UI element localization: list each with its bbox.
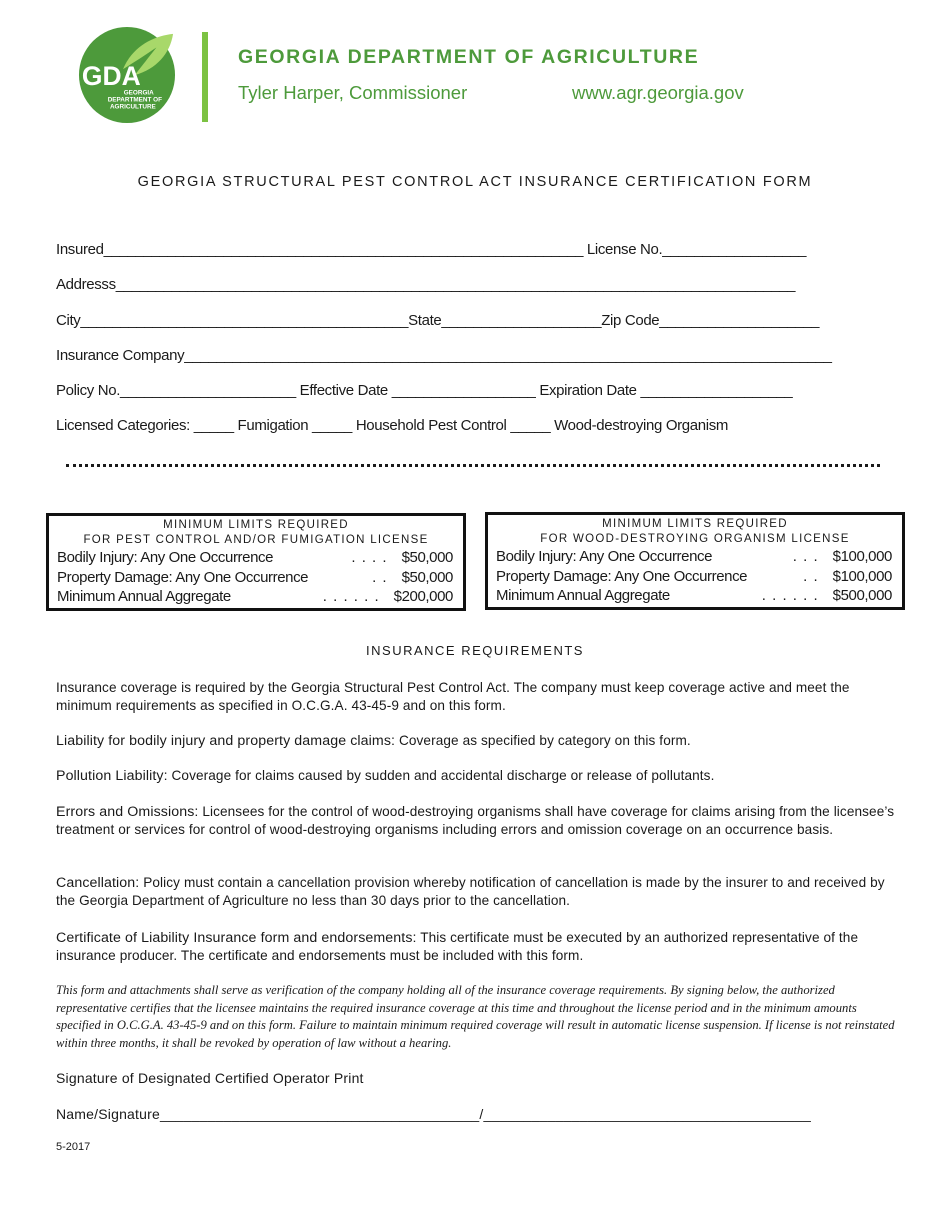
limits-dots: . . . . . . — [761, 587, 819, 604]
liability-paragraph — [56, 732, 898, 750]
limits-label: Minimum Annual Aggregate — [57, 588, 231, 605]
certificate-lead: Certificate of Liability Insurance form and endorsements: — [56, 930, 417, 946]
limits-row — [488, 547, 902, 567]
wood-destroying-limits-box — [485, 512, 905, 610]
dotted-divider — [66, 464, 880, 467]
pollution-text: Coverage for claims caused by sudden and accidental discharge or release of pollutants. — [167, 768, 715, 783]
limits-label: Bodily Injury: Any One Occurrence — [57, 549, 274, 566]
limits-row — [49, 587, 463, 607]
errors-lead: Errors and Omissions: — [56, 804, 199, 820]
certificate-text: This certificate must be executed by an authorized representative of the insurance producer. The certificate and endorsements must be included with this form. — [56, 930, 859, 963]
signature-field[interactable]: Name/Signature________________________________________/_________________________________________ — [56, 1106, 811, 1122]
liability-text: Coverage as specified by category on this form. — [395, 733, 691, 748]
limits-label: Minimum Annual Aggregate — [496, 587, 670, 604]
gda-logo — [78, 26, 176, 124]
pollution-paragraph — [56, 767, 898, 785]
department-name: GEORGIA DEPARTMENT OF AGRICULTURE — [238, 46, 700, 68]
certificate-paragraph — [56, 929, 898, 965]
form-title: GEORGIA STRUCTURAL PEST CONTROL ACT INSURANCE CERTIFICATION FORM — [137, 174, 813, 190]
header-divider — [202, 32, 208, 122]
limits-label: Property Damage: Any One Occurrence — [57, 568, 309, 586]
limits-value: $500,000 — [832, 587, 892, 604]
limits-value: $100,000 — [832, 567, 892, 585]
limits-heading: MINIMUM LIMITS REQUIRED — [163, 519, 349, 531]
insurance-company-field[interactable]: Insurance Company_________________________________________________________________________________ — [56, 347, 832, 364]
errors-paragraph — [56, 803, 898, 839]
logo-subtext-1: GEORGIA — [123, 89, 154, 97]
cancellation-text: Policy must contain a cancellation provision whereby notification of cancellation is made by the insurer to and received by the Georgia Department of Agriculture no less than 30 days prior to the cancellation. — [56, 875, 885, 908]
errors-text: Licensees for the control of wood-destroying organisms shall have coverage for claims arising from the licensee’s treatment or services for control of wood-destroying organisms including errors and omission coverage on an occurrence basis. — [56, 804, 895, 837]
requirements-intro: Insurance coverage is required by the Georgia Structural Pest Control Act. The company must keep coverage active and meet the minimum requirements as specified in O.C.G.A. 43-45-9 and on this form. — [56, 680, 850, 713]
verification-note: This form and attachments shall serve as verification of the company holding all of the insurance coverage requirements. By signing below, the authorized representative certifies that the licensee maintains the required insurance coverage at this time and throughout the license period and in the minimum amounts specified in O.C.G.A. 43-45-9 and on this form. Failure to maintain minimum required coverage will result in automatic license suspension. If license is not reinstated within three months, it shall be revoked by operation of law without a hearing. — [56, 983, 895, 1050]
limits-value: $50,000 — [401, 549, 453, 566]
limits-dots: . . . — [792, 548, 819, 565]
limits-row — [49, 548, 463, 568]
limits-dots: . . — [803, 567, 819, 585]
cancellation-lead: Cancellation: — [56, 875, 140, 891]
logo-text: GDA — [81, 60, 141, 91]
limits-row — [488, 586, 902, 606]
liability-lead: Liability for bodily injury and property damage claims: — [56, 733, 396, 749]
logo-subtext-2: DEPARTMENT OF — [107, 96, 162, 104]
insured-license-field[interactable]: Insured____________________________________________________________ License No.__________________ — [56, 241, 807, 258]
limits-dots: . . . . . . — [322, 588, 380, 605]
cancellation-paragraph — [56, 874, 898, 910]
limits-value: $50,000 — [401, 568, 453, 586]
pollution-lead: Pollution Liability: — [56, 768, 168, 784]
limits-heading: MINIMUM LIMITS REQUIRED — [602, 518, 788, 530]
signature-label: Signature of Designated Certified Operator Print — [56, 1070, 364, 1086]
city-state-zip-field[interactable]: City_________________________________________State____________________Zip Code____________________ — [56, 312, 820, 329]
limits-dots: . . . . — [351, 549, 388, 566]
address-field[interactable]: Addresss_____________________________________________________________________________________ — [56, 276, 796, 293]
website-link[interactable]: www.agr.georgia.gov — [572, 82, 744, 103]
limits-subheading: FOR PEST CONTROL AND/OR FUMIGATION LICENSE — [83, 534, 429, 546]
form-revision-date: 5-2017 — [56, 1141, 91, 1153]
policy-dates-field[interactable]: Policy No.______________________ Effective Date __________________ Expiration Date ___________________ — [56, 382, 793, 399]
limits-label: Bodily Injury: Any One Occurrence — [496, 548, 713, 565]
limits-label: Property Damage: Any One Occurrence — [496, 567, 748, 585]
requirements-title: INSURANCE REQUIREMENTS — [366, 643, 584, 658]
limits-value: $100,000 — [832, 548, 892, 565]
limits-value: $200,000 — [393, 588, 453, 605]
limits-row — [49, 568, 463, 588]
logo-subtext-3: AGRICULTURE — [109, 103, 156, 111]
limits-dots: . . — [372, 568, 388, 586]
licensed-categories-field[interactable]: Licensed Categories: _____ Fumigation _____ Household Pest Control _____ Wood-destroying Organism — [56, 417, 729, 434]
limits-subheading: FOR WOOD-DESTROYING ORGANISM LICENSE — [540, 533, 850, 545]
limits-row — [488, 567, 902, 587]
pest-control-limits-box — [46, 513, 466, 611]
commissioner-name: Tyler Harper, Commissioner — [238, 82, 468, 103]
